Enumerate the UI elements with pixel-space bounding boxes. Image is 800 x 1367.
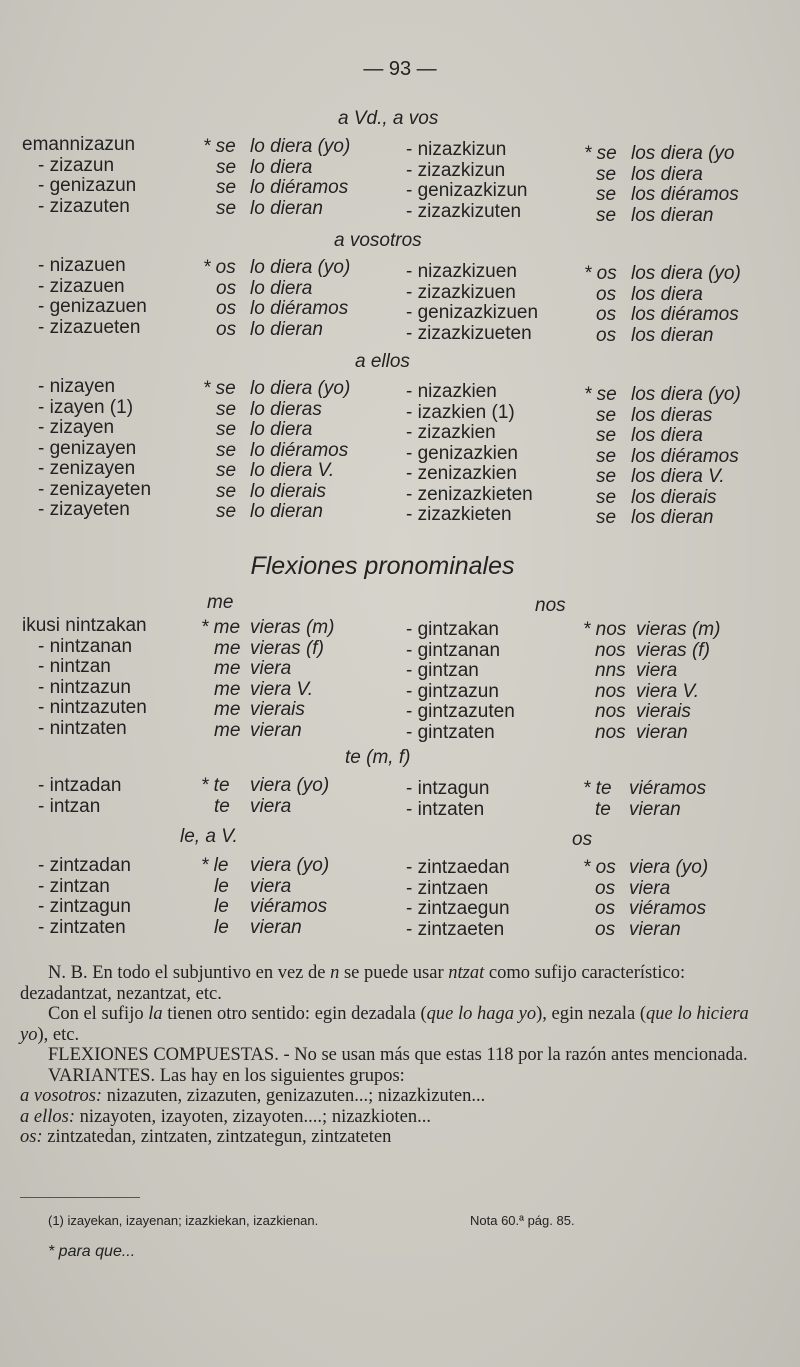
pronoun: se [596, 184, 617, 205]
variant-os [20, 1127, 760, 1148]
block5-col3 [250, 776, 329, 817]
translation: lo diera (yo) [250, 257, 351, 278]
pronoun: se [216, 419, 237, 440]
verb-form: - zenizazkien [406, 463, 517, 484]
verb-form: - zizazuten [38, 195, 130, 217]
block2-col1 [38, 256, 147, 338]
verb-form: - genizazkizuen [406, 302, 539, 323]
translation: lo dieran [250, 501, 323, 522]
pronoun: se [596, 204, 617, 226]
translation: los diera (yo) [631, 384, 741, 405]
verb-form: - genizazkien [406, 442, 518, 464]
variant-ellos [20, 1107, 760, 1128]
pronoun: me [214, 678, 241, 700]
verb-form: - nizazkizun [406, 139, 507, 160]
variant-text: nizazuten, zizazuten, genizazuten...; nizazkizuten... [102, 1086, 486, 1106]
footnote-asterisk: * para que... [48, 1243, 136, 1260]
translation: vieran [250, 916, 302, 938]
verb-form: - zizazkizueten [406, 322, 532, 344]
block4-col1 [22, 616, 147, 739]
translation: lo diera [250, 277, 313, 299]
verb-form: - zizazkizuten [406, 200, 522, 222]
verb-form: - gintzakan [406, 619, 499, 640]
translation: los diera (yo [631, 143, 735, 164]
variant-label: a ellos: [20, 1106, 75, 1127]
la-text: ), etc. [37, 1024, 80, 1045]
pronoun: se [216, 480, 237, 502]
verb-form: - nintzan [38, 656, 111, 677]
la-text: ), egin nezala ( [536, 1004, 647, 1024]
nb-n: n [330, 963, 340, 983]
translation: los dieran [631, 204, 714, 226]
verb-form: - zintzaegun [406, 898, 510, 919]
translation: viera (yo) [250, 855, 330, 876]
section-header-os: os [572, 829, 593, 850]
variant-text: zintzatedan, zintzaten, zintzategun, zintzateten [42, 1127, 392, 1147]
pronoun: os [596, 324, 617, 346]
translation: lo diera [250, 156, 313, 178]
translation: viera [636, 660, 678, 681]
pronoun: os [216, 298, 237, 319]
translation: lo diéramos [250, 177, 349, 198]
translation: los dierais [631, 486, 717, 508]
block3-col6 [631, 385, 741, 529]
verb-form: - izazkien (1) [406, 401, 515, 423]
la-gloss: que lo hiciera yo [20, 1004, 749, 1045]
pronoun: * nos [583, 619, 627, 640]
translation: lo dieran [250, 197, 323, 219]
variant-label: a vosotros: [20, 1086, 103, 1106]
block2-col2 [203, 258, 236, 340]
translation: lo diéramos [250, 298, 349, 319]
block1-col4 [406, 140, 527, 222]
translation: los dieran [631, 507, 714, 528]
pronoun: * te [201, 775, 230, 796]
pronoun: * os [583, 857, 616, 878]
pronoun: le [214, 896, 229, 917]
translation: viéramos [629, 898, 707, 919]
pronoun: se [596, 445, 617, 467]
verb-form: - zintzagun [38, 896, 131, 917]
translation: lo dieran [250, 318, 323, 340]
verb-form: - gintzan [406, 660, 479, 681]
translation: lo diera (yo) [250, 136, 351, 157]
pronoun: se [596, 486, 617, 508]
variant-text: nizayoten, izayoten, zizayoten....; nizazkioten... [74, 1106, 431, 1127]
verb-form: - izayen (1) [38, 396, 134, 418]
block6-col4 [406, 858, 510, 940]
verb-form: - zenizazkieten [406, 483, 533, 505]
verb-form: - zizazkizuen [406, 281, 516, 303]
verb-form: - gintzaten [406, 721, 495, 743]
pronoun: te [595, 798, 611, 820]
nb-text: como sufijo característico: dezadantzat, nezantzat, etc. [20, 963, 686, 1004]
pronoun: se [596, 163, 617, 185]
translation: vieran [629, 798, 681, 820]
pronoun: se [216, 177, 237, 198]
page-number: — 93 — [363, 58, 437, 80]
pronoun: os [216, 318, 237, 340]
block2-col3 [250, 258, 350, 340]
verb-form: - zizazkizun [406, 159, 506, 181]
translation: viera V. [250, 678, 314, 700]
translation: lo diera [250, 419, 313, 440]
verb-form: - zintzaeten [406, 918, 505, 940]
pronoun: le [214, 916, 229, 938]
block2-col6 [631, 264, 741, 346]
translation: viera (yo) [250, 775, 330, 796]
block3-col4 [406, 382, 533, 526]
la-text: tienen otro sentido: egin dezadala ( [162, 1004, 427, 1024]
verb-form: - zintzadan [38, 855, 131, 876]
translation: lo dieras [250, 398, 322, 420]
pronoun: * se [584, 143, 617, 164]
translation: vieras (f) [636, 639, 710, 661]
verb-form: - genizazkizun [406, 180, 528, 201]
verb-form: - intzadan [38, 775, 122, 796]
pronoun: * me [201, 617, 241, 638]
pronoun: me [214, 637, 241, 659]
block3-col5 [584, 385, 617, 529]
pronoun: os [596, 283, 617, 305]
verb-form: emannizazun [22, 134, 136, 155]
pronoun: le [214, 875, 229, 897]
translation: lo diera (yo) [250, 378, 351, 399]
translation: vieran [636, 721, 688, 743]
block5-col4 [406, 779, 489, 820]
translation: vieras (f) [250, 637, 324, 659]
pronoun: me [214, 699, 241, 720]
la-gloss: que lo haga yo [426, 1004, 537, 1024]
section-header-vosotros: a vosotros [334, 230, 422, 251]
verb-form: - nintzazuten [38, 697, 147, 718]
verb-form: - zintzan [38, 875, 110, 897]
nb-ntzat: ntzat [448, 963, 485, 983]
pronoun: se [596, 507, 617, 528]
variantes-note: VARIANTES. Las hay en los siguientes grupos: [48, 1065, 405, 1086]
block6-col2 [201, 856, 229, 938]
verb-form: - intzaten [406, 798, 485, 820]
verb-form: - genizazuen [38, 296, 147, 317]
block1-col1 [22, 135, 136, 217]
verb-form: - zintzaen [406, 877, 489, 899]
translation: viera [629, 877, 671, 899]
block6-col5 [583, 858, 616, 940]
flexiones-compuestas-note: FLEXIONES COMPUESTAS. - No se usan más que estas 118 por la razón antes mencionada. [48, 1045, 748, 1065]
pronoun: se [596, 466, 617, 487]
translation: vieras (m) [250, 617, 335, 638]
pronoun: te [214, 795, 230, 817]
verb-form: - zizazkien [406, 422, 496, 443]
verb-form: - zenizayen [38, 458, 136, 479]
block2-col5 [584, 264, 617, 346]
block2-col4 [406, 262, 538, 344]
nb-text: se puede usar [339, 963, 449, 983]
verb-form: - gintzazun [406, 680, 499, 702]
verb-form: - zizayen [38, 417, 115, 438]
translation: los diera [631, 163, 703, 185]
section-header-vd-vos: a Vd., a vos [338, 108, 439, 129]
pronoun: nos [595, 639, 626, 661]
section-header-te: te (m, f) [345, 747, 411, 768]
pronoun: me [214, 719, 241, 741]
translation: vierais [636, 701, 691, 722]
block5-col5 [583, 779, 612, 820]
translation: vieran [629, 918, 681, 940]
pronoun: se [596, 404, 617, 426]
translation: lo dierais [250, 480, 327, 502]
nb-note [20, 963, 760, 1004]
pronoun: nos [595, 721, 626, 743]
translation: vierais [250, 699, 305, 720]
translation: los dieras [631, 404, 713, 426]
section-header-le: le, a V. [180, 826, 238, 847]
verb-form: - nintzanan [38, 635, 133, 657]
variant-vosotros [20, 1086, 760, 1107]
block1-col5 [584, 144, 617, 226]
block1-col6 [631, 144, 739, 226]
footnote-1-reference: Nota 60.ª pág. 85. [470, 1213, 575, 1228]
translation: los diera V. [631, 466, 725, 487]
pronoun: * os [584, 263, 617, 284]
translation: viera [250, 795, 292, 817]
pronoun: nns [595, 660, 626, 681]
block4-col4 [406, 620, 515, 743]
block4-col2 [201, 618, 240, 741]
la-text: Con el sufijo [48, 1004, 149, 1024]
pronoun: * se [584, 384, 617, 405]
footnote-1: (1) izayekan, izayenan; izazkiekan, izazkienan. [48, 1213, 319, 1228]
block3-col1 [38, 377, 151, 521]
translation: los dieran [631, 324, 714, 346]
pronoun: se [216, 439, 237, 461]
block1-col3 [250, 137, 350, 219]
verb-form: - nizayen [38, 376, 116, 397]
pronoun: se [216, 156, 237, 178]
translation: viera (yo) [629, 857, 709, 878]
pronoun: * se [203, 378, 236, 399]
translation: los diéramos [631, 304, 739, 325]
verb-form: - zizazkieten [406, 504, 512, 525]
section-header-me: me [207, 592, 234, 613]
translation: los diera [631, 425, 703, 446]
verb-form: - nintzaten [38, 717, 127, 739]
verb-form: - zenizayeten [38, 478, 152, 500]
pronoun: se [216, 398, 237, 420]
pronoun: * os [203, 257, 236, 278]
pronoun: os [596, 304, 617, 325]
pronoun: os [595, 918, 616, 940]
verb-form: - intzagun [406, 778, 490, 799]
section-title: Flexiones pronominales [250, 552, 515, 580]
translation: lo diéramos [250, 439, 349, 461]
translation: lo diera V. [250, 460, 335, 481]
verb-form: - genizayen [38, 437, 137, 459]
translation: los diera (yo) [631, 263, 741, 284]
pronoun: se [216, 460, 237, 481]
block5-col2 [201, 776, 230, 817]
block4-col5 [583, 620, 626, 743]
verb-form: - zintzaedan [406, 857, 510, 878]
block6-col1 [38, 856, 131, 938]
verb-form: - zizazun [38, 154, 115, 176]
verb-form: - intzan [38, 795, 101, 817]
pronoun: * le [201, 855, 229, 876]
nb-text: N. B. En todo el subjuntivo en vez de [48, 963, 331, 983]
block5-col6 [629, 779, 706, 820]
verb-form: - nintzazun [38, 676, 131, 698]
translation: viéramos [629, 778, 707, 799]
translation: los diera [631, 283, 703, 305]
verb-form: ikusi nintzakan [22, 615, 147, 636]
footnote-divider [20, 1197, 140, 1198]
section-header-nos: nos [535, 595, 566, 616]
translation: los diéramos [631, 184, 739, 205]
block6-col6 [629, 858, 708, 940]
translation: viera V. [636, 680, 700, 702]
pronoun: os [595, 898, 616, 919]
pronoun: me [214, 658, 241, 679]
block3-col2 [203, 379, 236, 523]
verb-form: - gintzazuten [406, 701, 515, 722]
verb-form: - gintzanan [406, 639, 501, 661]
pronoun: os [595, 877, 616, 899]
pronoun: se [216, 197, 237, 219]
pronoun: se [216, 501, 237, 522]
block6-col3 [250, 856, 329, 938]
pronoun: se [596, 425, 617, 446]
verb-form: - zizazuen [38, 275, 125, 297]
verb-form: - nizazuen [38, 255, 126, 276]
translation: vieran [250, 719, 302, 741]
variant-label: os: [20, 1127, 43, 1147]
block5-col1 [38, 776, 121, 817]
pronoun: * te [583, 778, 612, 799]
translation: vieras (m) [636, 619, 721, 640]
verb-form: - zizayeten [38, 499, 130, 520]
block4-col3 [250, 618, 334, 741]
section-header-ellos: a ellos [355, 351, 410, 372]
notes-section [20, 963, 760, 1148]
la-suffix: la [148, 1004, 163, 1024]
verb-form: - zizazueten [38, 316, 141, 338]
verb-form: - genizazun [38, 175, 137, 196]
translation: viera [250, 875, 292, 897]
translation: viera [250, 658, 292, 679]
verb-form: - nizazkien [406, 381, 497, 402]
translation: viéramos [250, 896, 328, 917]
block4-col6 [636, 620, 720, 743]
block1-col2 [203, 137, 236, 219]
pronoun: os [216, 277, 237, 299]
verb-form: - nizazkizuen [406, 261, 517, 282]
block3-col3 [250, 379, 350, 523]
la-note [20, 1004, 760, 1045]
translation: los diéramos [631, 445, 739, 467]
pronoun: nos [595, 680, 626, 702]
verb-form: - zintzaten [38, 916, 126, 938]
pronoun: * se [203, 136, 236, 157]
pronoun: nos [595, 701, 626, 722]
